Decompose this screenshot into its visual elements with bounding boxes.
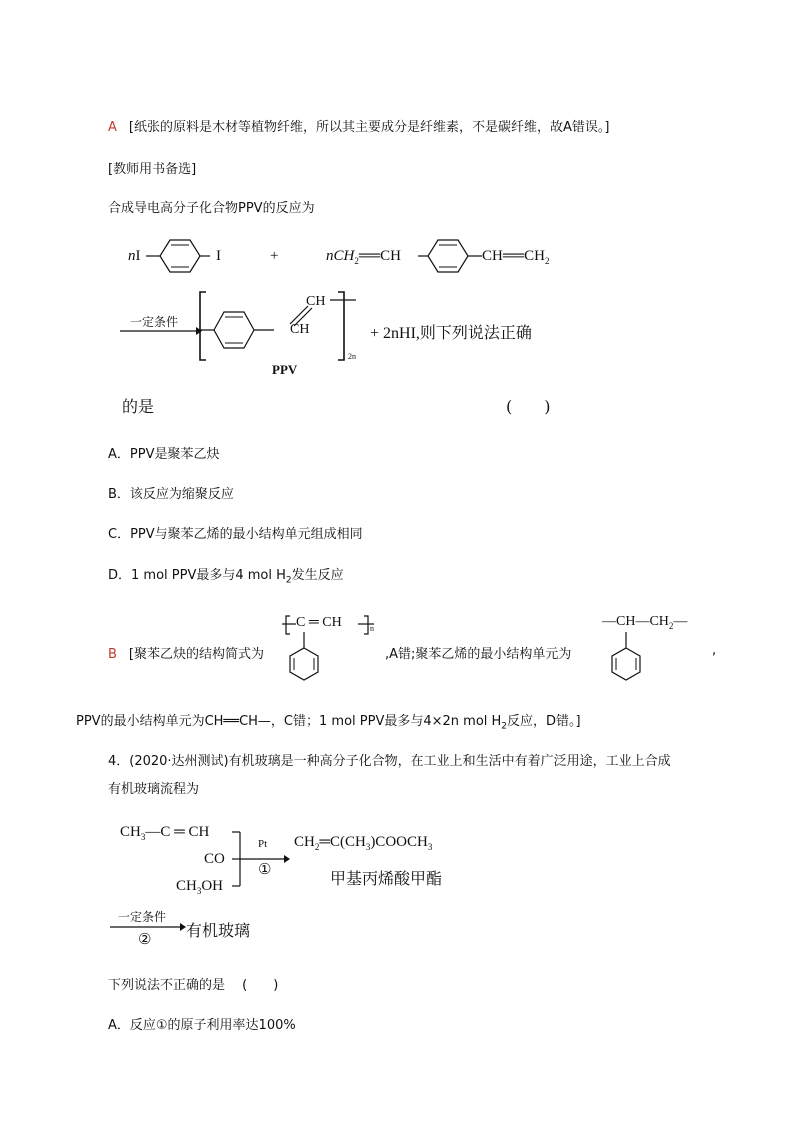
teacher-tag: [教师用书备选] bbox=[108, 162, 197, 177]
final-product: 有机玻璃 bbox=[186, 921, 251, 940]
benzene-ring-icon bbox=[418, 236, 482, 276]
iodine-right: I bbox=[216, 248, 221, 264]
reactant-1 bbox=[128, 248, 141, 265]
answer-paren: ( ) bbox=[506, 397, 551, 416]
answer-b-line2-end: 反应，D错。] bbox=[507, 714, 581, 729]
answer-letter: B bbox=[108, 647, 117, 662]
subscript: 2 bbox=[314, 842, 320, 852]
subscript: 3 bbox=[140, 832, 146, 842]
answer-explanation: [纸张的原料是木材等植物纤维，所以其主要成分是纤维素，不是碳纤维，故A错误。] bbox=[128, 120, 610, 135]
subscript: 2 bbox=[544, 256, 550, 266]
product-mma bbox=[294, 834, 432, 852]
reactant-2-ch: CH bbox=[380, 248, 401, 264]
answer-b-line2 bbox=[76, 710, 581, 732]
condition-label-2: 一定条件 bbox=[118, 910, 167, 924]
styrene-unit-post: — bbox=[673, 614, 688, 629]
product-part-c: )COOCH bbox=[370, 834, 428, 850]
subscript: 3 bbox=[196, 886, 202, 896]
reactant-2-right: $CH══CH_2$ bbox=[482, 248, 550, 266]
option-a: A．PPV是聚苯乙炔 bbox=[108, 447, 220, 462]
condition-label: 一定条件 bbox=[130, 315, 179, 329]
ppv-label: PPV bbox=[272, 362, 298, 377]
product-part-a: CH bbox=[294, 834, 315, 850]
subscript: 3 bbox=[427, 842, 433, 852]
reactant-co: CO bbox=[204, 851, 225, 867]
subscript: 3 bbox=[365, 842, 371, 852]
comma: , bbox=[712, 643, 717, 658]
ppv-subscript: 2n bbox=[348, 352, 356, 361]
question-stem: 合成导电高分子化合物PPV的反应为 bbox=[108, 201, 315, 216]
ppv-ch-top: CH bbox=[306, 294, 326, 309]
benzene-ring-icon bbox=[146, 236, 210, 276]
step-2-label: ② bbox=[138, 932, 152, 948]
stem-end: 的是 bbox=[122, 397, 155, 416]
vinyl-ch: CH bbox=[482, 248, 503, 264]
ppv-structure bbox=[196, 290, 366, 362]
propyne-ch: CH bbox=[120, 824, 141, 840]
benzene-ring-icon bbox=[604, 632, 650, 688]
option-d-text-end: 发生反应 bbox=[291, 568, 344, 583]
reactant-2-prefix: nCH bbox=[326, 248, 355, 264]
option-d-text: D．1 mol PPV最多与4 mol H bbox=[108, 568, 286, 583]
poly-chain: C ═ CH bbox=[296, 615, 342, 630]
option-d bbox=[108, 564, 344, 586]
subscript: 2 bbox=[354, 256, 359, 266]
q4-header-line2: 有机玻璃流程为 bbox=[108, 782, 200, 797]
equation-tail bbox=[370, 320, 532, 343]
styrene-unit-pre: —CH—CH bbox=[602, 614, 669, 629]
q4-question: 下列说法不正确的是 ( ) bbox=[108, 978, 279, 993]
subscript: 2 bbox=[668, 620, 674, 631]
product-part-b: ═C(CH bbox=[319, 834, 366, 850]
answer-a-line bbox=[108, 116, 609, 135]
option-c: C．PPV与聚苯乙烯的最小结构单元组成相同 bbox=[108, 527, 363, 542]
q4-option-a: A．反应①的原子利用率达100% bbox=[108, 1018, 296, 1033]
propyne-rest: —C ═ CH bbox=[145, 824, 210, 840]
iodine-left: I bbox=[135, 248, 141, 264]
poly-n: n bbox=[370, 624, 374, 633]
reactant-2-left: nCH$_2$══CH bbox=[326, 248, 401, 266]
answer-b-text1: [聚苯乙炔的结构简式为 bbox=[128, 647, 264, 662]
methanol-ch: CH bbox=[176, 878, 197, 894]
reactant-methanol bbox=[176, 878, 223, 896]
reactant-propyne bbox=[120, 824, 209, 842]
plus-sign: + bbox=[270, 248, 279, 264]
ppv-ch-bottom: CH bbox=[290, 322, 310, 337]
subscript: 2 bbox=[501, 721, 508, 732]
q4-header-line1: 4．(2020·达州测试)有机玻璃是一种高分子化合物，在工业上和生活中有着广泛用途，工业上合成 bbox=[108, 754, 671, 769]
reaction-arrow-icon bbox=[120, 326, 202, 336]
product-name: 甲基丙烯酸甲酯 bbox=[330, 869, 443, 888]
equation-tail-text: + 2nHI,则下列说法正确 bbox=[370, 325, 532, 342]
catalyst-label: Pt bbox=[258, 838, 268, 850]
answer-b-line bbox=[108, 643, 264, 662]
option-b: B．该反应为缩聚反应 bbox=[108, 487, 234, 502]
methanol-oh: OH bbox=[201, 878, 224, 894]
answer-b-text2: ,A错;聚苯乙烯的最小结构单元为 bbox=[385, 647, 572, 662]
step-1-label: ① bbox=[258, 862, 272, 878]
answer-letter: A bbox=[108, 120, 117, 135]
answer-b-line2-text: PPV的最小结构单元为CH══CH—，C错；1 mol PPV最多与4×2n mol H bbox=[76, 714, 502, 729]
coefficient-n: n bbox=[128, 248, 136, 264]
styrene-unit bbox=[602, 614, 687, 631]
subscript: 2 bbox=[285, 575, 292, 586]
